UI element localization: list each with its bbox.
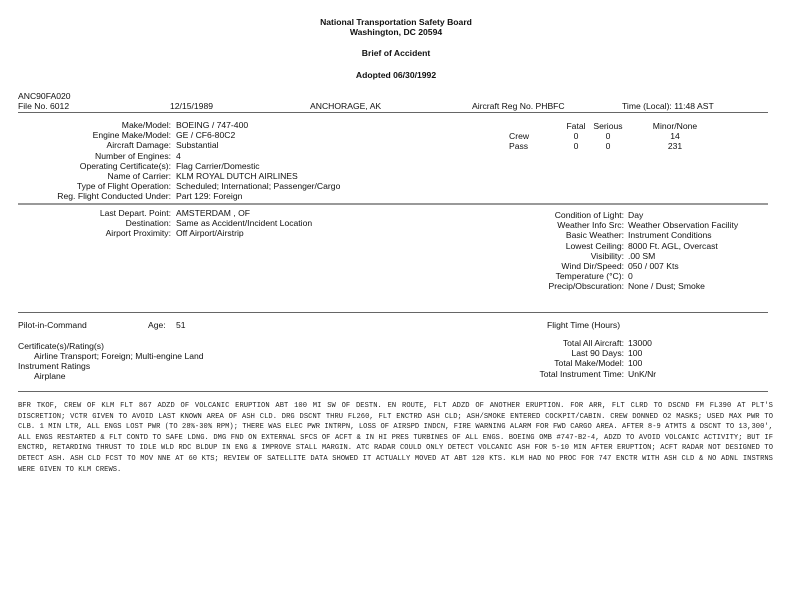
injury-value: 0	[605, 141, 611, 151]
flight-field-value: Same as Accident/Incident Location	[176, 218, 313, 229]
flight-field-value: AMSTERDAM , OF	[176, 208, 251, 218]
injury-value: 14	[670, 131, 680, 141]
aircraft-field-value: 4	[176, 150, 181, 161]
certificate-heading: Certificate(s)/Rating(s)	[18, 341, 104, 351]
aircraft-field-value: Part 129: Foreign	[176, 191, 243, 202]
certificate-value: Airline Transport; Foreign; Multi-engine Land	[34, 351, 204, 361]
agency-name: National Transportation Safety Board	[320, 17, 472, 27]
flight-field-label: Destination:	[125, 218, 171, 229]
weather-field-value: 0	[628, 271, 633, 282]
aircraft-field-value: Substantial	[176, 140, 219, 151]
flight-field-label: Last Depart. Point:	[99, 208, 171, 218]
local-time: Time (Local): 11:48 AST	[622, 101, 714, 111]
injury-col-fatal: Fatal	[566, 121, 586, 131]
injury-value: 0	[573, 141, 579, 151]
injury-value: 0	[605, 131, 611, 141]
narrative-text: BFR TKOF, CREW OF KLM FLT 867 ADZD OF VOLCANIC ERUPTION ABT 100 MI SW OF DESTN. EN ROUTE, FLT ADZD OF ANOTHER ERUPTION. FOR ARR, FLT CLRD TO DSCND FM FL390 AT PLT'S DISCRETION; VCTR GIVEN TO AVOID LAST KNOWN AREA OF ASH CLD. DRG DSCNT THRU FL260, FLT ENCTRD ASH CLD; ASH/SMOKE ENTERED COCKPIT/CABIN. CREW DONNED O2 MASKS; USED MAX PWR TO CLB. 1 MIN LTR, ALL ENGS LOST PWR (TO 28%-30% RPM); THERE WAS ELEC PWR INTRPN, LOSS OF AIRSPD INDCN, FIRE WARNING ALARM FOR FWD CARGO AREA. AFTER 8-9 ATMTS & DSCNT TO 13,300', ALL ENGS RESTARTED & FLT CONTD TO SAFE LDNG. DMG FND ON EXTERNAL SFCS OF ACFT & IN HI PRES TURBINES OF ALL ENGS. BOEING OMB #747-B2-4, ADZD TO AVOID VOLCANIC ACTIVITY; BUT IF ENCTRD, RETARDING THRUST TO IDLE WLD RDC BLDUP IN ENG & IMPROVE STALL MARGIN. ATC RADAR COULD ONLY DETECT VOLCANIC ASH FOR 5-10 MIN AFTER ERUPTION; ACFT RADAR NOT DESIGNED TO DETECT ASH. ASH CLD FCST TO MOV NNE AT 60 KTS; REVIEW OF SATELLITE DATA SHOWED IT ACTUALLY MOVED AT ABT 120 KTS. KLM HAD NO PROC FOR 747 ENCTR WITH ASH CLD & NO ADNL INSTRNS WERE GIVEN TO KLM CREWS.	[18, 402, 773, 474]
aircraft-field-label: Reg. Flight Conducted Under:	[57, 191, 171, 202]
weather-field-label: Visibility:	[590, 250, 624, 261]
injury-col-serious: Serious	[593, 121, 623, 131]
aircraft-reg-no: Aircraft Reg No. PHBFC	[472, 101, 565, 111]
aircraft-field-value: Scheduled; International; Passenger/Cargo	[176, 181, 341, 192]
flight-time-field-value: UnK/Nr	[628, 368, 657, 379]
flight-time-field-label: Total All Aircraft:	[562, 338, 624, 348]
flight-time-field-value: 13000	[628, 338, 652, 348]
aircraft-field-value: GE / CF6-80C2	[176, 130, 236, 141]
pilot-age-label: Age:	[148, 320, 166, 330]
adopted-date: Adopted 06/30/1992	[355, 70, 437, 80]
weather-field-value: None / Dust; Smoke	[628, 281, 705, 292]
pilot-title: Pilot-in-Command	[18, 320, 87, 330]
injury-value: 231	[667, 141, 683, 151]
instrument-ratings-value: Airplane	[34, 371, 66, 381]
flight-field-label: Airport Proximity:	[105, 228, 171, 239]
flight-time-title: Flight Time (Hours)	[547, 320, 621, 330]
aircraft-field-label: Type of Flight Operation:	[76, 181, 171, 192]
weather-field-label: Wind Dir/Speed:	[561, 261, 624, 271]
weather-field-value: .00 SM	[628, 250, 656, 261]
divider	[18, 391, 768, 392]
file-number: File No. 6012	[18, 101, 70, 111]
instrument-ratings-heading: Instrument Ratings	[18, 361, 91, 371]
injury-row-label: Crew	[509, 131, 530, 141]
flight-time-field-label: Total Instrument Time:	[539, 368, 624, 379]
event-location: ANCHORAGE, AK	[310, 101, 382, 111]
flight-time-field-value: 100	[628, 348, 643, 359]
flight-field-value: Off Airport/Airstrip	[176, 228, 244, 239]
pilot-age: 51	[176, 320, 186, 330]
divider	[18, 203, 768, 205]
weather-field-value: 050 / 007 Kts	[628, 261, 679, 271]
weather-field-value: Weather Observation Facility	[628, 220, 739, 231]
aircraft-field-label: Name of Carrier:	[107, 171, 171, 181]
aircraft-field-value: BOEING / 747-400	[176, 120, 249, 130]
aircraft-field-label: Aircraft Damage:	[106, 140, 171, 151]
weather-field-label: Condition of Light:	[554, 210, 624, 220]
injury-row-label: Pass	[509, 141, 529, 151]
injury-col-minor-none: Minor/None	[652, 121, 698, 131]
weather-field-label: Weather Info Src:	[557, 220, 624, 231]
weather-field-value: 8000 Ft. AGL, Overcast	[628, 240, 718, 251]
case-id: ANC90FA020	[18, 91, 71, 101]
divider	[18, 312, 768, 313]
aircraft-field-label: Operating Certificate(s):	[79, 160, 171, 171]
flight-time-field-value: 100	[628, 358, 643, 369]
weather-field-label: Basic Weather:	[565, 230, 624, 241]
flight-time-field-label: Last 90 Days:	[571, 348, 624, 359]
weather-field-label: Precip/Obscuration:	[548, 281, 624, 292]
aircraft-field-value: Flag Carrier/Domestic	[176, 160, 260, 171]
aircraft-field-label: Make/Model:	[121, 120, 171, 130]
aircraft-field-label: Number of Engines:	[95, 150, 171, 161]
flight-time-field-label: Total Make/Model:	[554, 358, 624, 369]
weather-field-label: Lowest Ceiling:	[565, 240, 624, 251]
weather-field-label: Temperature (°C):	[555, 271, 624, 282]
weather-field-value: Instrument Conditions	[628, 230, 712, 241]
divider	[18, 112, 768, 113]
event-date: 12/15/1989	[170, 101, 214, 111]
document-title: Brief of Accident	[361, 48, 431, 58]
injury-value: 0	[573, 131, 579, 141]
agency-location: Washington, DC 20594	[349, 27, 443, 37]
weather-field-value: Day	[628, 210, 644, 220]
aircraft-field-label: Engine Make/Model:	[92, 130, 171, 141]
aircraft-field-value: KLM ROYAL DUTCH AIRLINES	[176, 171, 298, 181]
